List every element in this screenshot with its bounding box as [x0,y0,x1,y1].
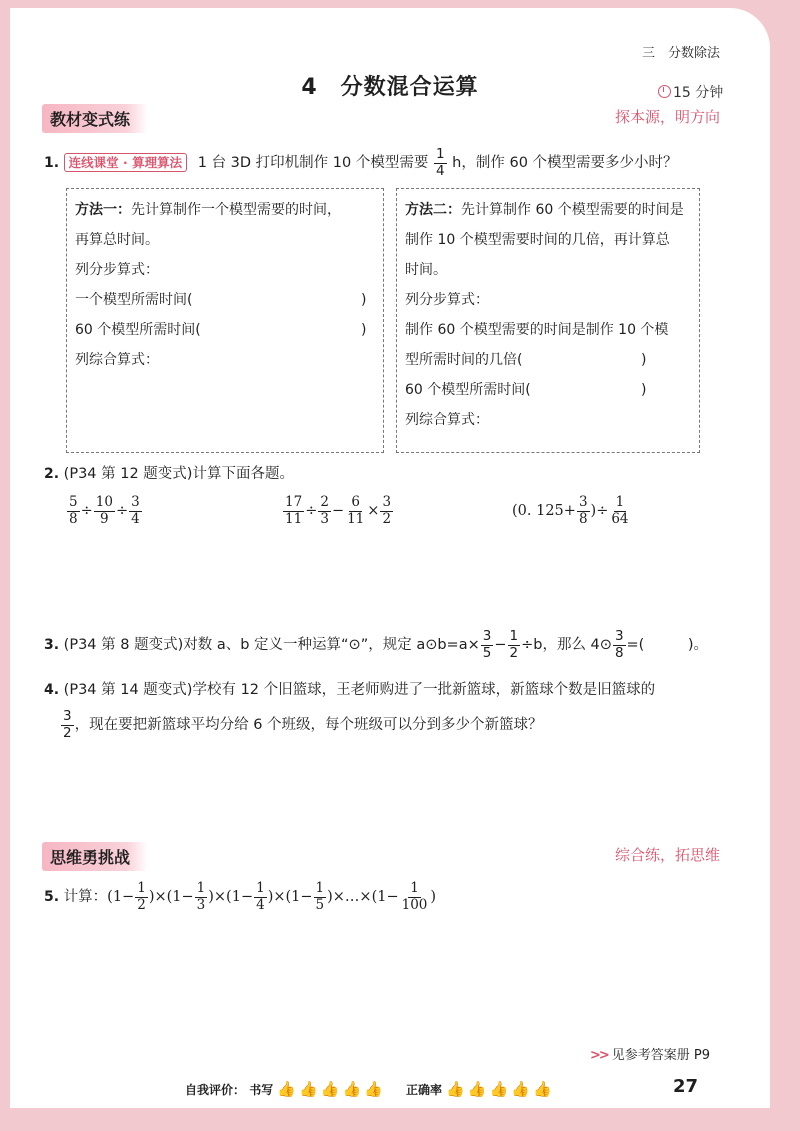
answer-blank[interactable]: =( )。 [626,637,708,653]
question-text: 1 台 3D 打印机制作 10 个模型需要 [197,155,429,171]
thumbs-up-icon[interactable]: 👍 [277,1080,297,1098]
method-text: 列分步算式： [75,262,159,278]
double-arrow-icon: >> [589,1048,608,1063]
thumbs-up-icon[interactable]: 👍 [342,1080,362,1098]
question-3: 3. (P34 第 8 题变式)对数 a、b 定义一种运算“⊙”，规定 a⊙b=a× $\frac{3}{5}$ − $\frac{1}{2}$ ÷b，那么 4⊙ $\frac{3}{8}$ =( )。 [44,628,708,661]
expression-2: $\frac{17}{11}$ ÷ $\frac{2}{3}$ − $\frac{6}{11}$ × $\frac{3}{2}$ [285,494,392,527]
question-text: h，制作 60 个模型需要多少小时？ [452,155,678,171]
workbook-page [10,8,770,1108]
expression-3: (0. 125+ $\frac{3}{8}$ )÷ $\frac{1}{64}$ [512,494,629,527]
method-text: 先计算制作 60 个模型需要的时间是 [461,202,684,218]
topic-tag: 连线课堂 · 算理算法 [64,153,187,172]
answer-line: 60 个模型所需时间( ) [405,382,647,398]
timer-label: 15 分钟 [673,85,724,101]
method-text: 时间。 [405,262,447,278]
question-number: 3. [44,637,60,653]
thumbs-up-icon[interactable]: 👍 [446,1080,465,1098]
fraction: $\frac{1}{4}$ [435,146,445,179]
clock-icon [658,85,671,98]
answer-line: 型所需时间的几倍( ) [405,352,647,368]
answer-line: 一个模型所需时间( ) [75,292,367,308]
section-subtitle-textbook: 探本源，明方向 [614,108,720,126]
question-text: ，现在要把新篮球平均分给 6 个班级，每个班级可以分到多少个新篮球？ [74,717,543,733]
question-2 [44,460,294,488]
method-text: 先计算制作一个模型需要的时间， [131,202,341,218]
thumbs-up-icon[interactable]: 👍 [299,1080,318,1098]
answer-reference: >> 见参考答案册 P9 [589,1048,710,1063]
product-expression: (1− $\frac{1}{2}$ )×(1− $\frac{1}{3}$ )×(1− $\frac{1}{4}$ )×(1− $\frac{1}{5}$ )×…×(1− $\frac{1}{100}$ ) [107,880,437,913]
thumbs-up-icon[interactable]: 👍 [532,1080,552,1098]
question-5 [44,882,436,912]
question-number: 4. [44,682,60,698]
method-title: 方法一： [75,202,131,218]
question-1 [44,148,678,178]
answer-line: 60 个模型所需时间( ) [75,322,367,338]
question-number: 5. [44,889,60,905]
thumbs-up-icon[interactable]: 👍 [320,1080,340,1098]
thumbs-up-icon[interactable]: 👍 [364,1080,383,1098]
question-number: 2. [44,466,60,482]
method-text: 再算总时间。 [75,232,159,248]
section-banner-textbook: 教材变式练 [42,104,148,133]
question-text: 计算： [63,889,108,905]
page-title: 4 分数混合运算 [301,75,479,100]
method-text: 制作 60 个模型需要的时间是制作 10 个模 [405,322,669,338]
method-text: 列综合算式： [75,352,159,368]
method-1-box [66,188,384,453]
question-4 [44,676,655,704]
question-text: (P34 第 12 题变式)计算下面各题。 [63,466,294,482]
question-4-cont: $\frac{3}{2}$ ，现在要把新篮球平均分给 6 个班级，每个班级可以分到多少个新篮球？ [63,708,543,741]
method-text: 列分步算式： [405,292,489,308]
method-text: 制作 10 个模型需要时间的几倍，再计算总 [405,232,670,248]
section-banner-challenge: 思维勇挑战 [42,842,148,871]
method-title: 方法二： [405,202,461,218]
chapter-label: 三 分数除法 [641,46,720,61]
question-text: (P34 第 14 题变式)学校有 12 个旧篮球，王老师购进了一批新篮球，新篮球个数是旧篮球的 [63,682,656,698]
page-number: 27 [672,1076,698,1097]
expression-1: $\frac{5}{8}$ ÷ $\frac{10}{9}$ ÷ $\frac{3}{4}$ [69,494,140,527]
section-subtitle-challenge: 综合练，拓思维 [614,846,720,864]
method-text: 列综合算式： [405,412,489,428]
question-text: (P34 第 8 题变式)对数 a、b 定义一种运算“⊙”，规定 a⊙b=a× [63,637,480,653]
method-2-box [396,188,700,453]
thumbs-up-icon[interactable]: 👍 [467,1080,487,1098]
thumbs-up-icon[interactable]: 👍 [511,1080,530,1098]
question-number: 1. [44,155,60,171]
self-evaluation: 自我评价： 书写 👍 👍 👍 👍 👍 正确率 👍 👍 👍 👍 👍 [185,1080,552,1098]
thumbs-up-icon[interactable]: 👍 [489,1080,509,1098]
timer [658,82,723,102]
